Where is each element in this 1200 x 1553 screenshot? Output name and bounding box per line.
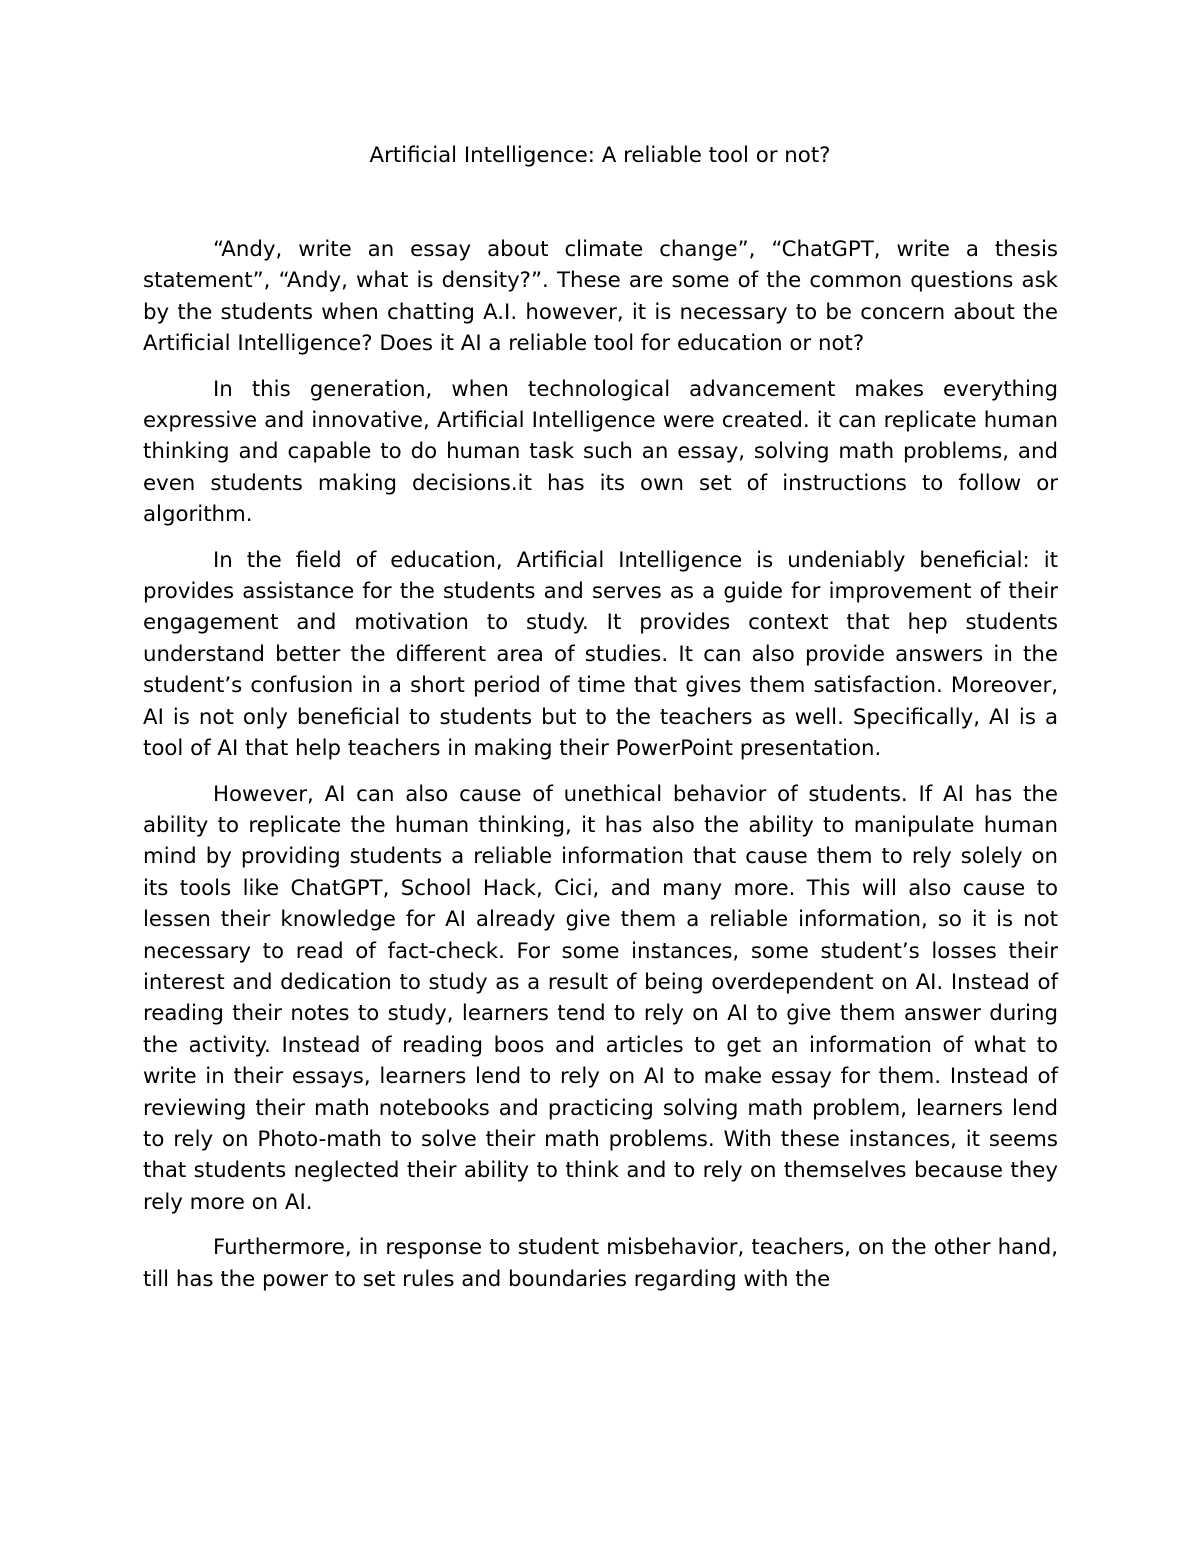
paragraph-intro: “Andy, write an essay about climate change”, “ChatGPT, write a thesis statement”, “Andy, what is density?”. These are some of the common questions ask by the students when chatting A.I. however, it is necessary to be concern about the Artificial Intelligence? Does it AI a reliable tool for education or not?	[143, 237, 1058, 357]
paragraph-education-benefits: In the field of education, Artificial Intelligence is undeniably beneficial: it provides assistance for the students and serves as a guide for improvement of their engagement and motivation to study. It provides context that hep students understand better the different area of studies. It can also provide answers in the student’s confusion in a short period of time that gives them satisfaction. Moreover, AI is not only beneficial to students but to the teachers as well. Specifically, AI is a tool of AI that help teachers in making their PowerPoint presentation.	[143, 547, 1058, 762]
paragraph-furthermore: Furthermore, in response to student misbehavior, teachers, on the other hand, till has the power to set rules and boundaries regarding with the	[143, 1235, 1058, 1292]
paragraph-generation: In this generation, when technological advancement makes everything expressive and innovative, Artificial Intelligence were created. it can replicate human thinking and capable to do human task such an essay, solving math problems, and even students making decisions.it has its own set of instructions to follow or algorithm.	[143, 376, 1058, 528]
document-title: Artificial Intelligence: A reliable tool or not?	[369, 143, 831, 168]
document-body	[143, 234, 1058, 1309]
paragraph-unethical-behavior: However, AI can also cause of unethical behavior of students. If AI has the ability to replicate the human thinking, it has also the ability to manipulate human mind by providing students a reliable information that cause them to rely solely on its tools like ChatGPT, School Hack, Cici, and many more. This will also cause to lessen their knowledge for AI already give them a reliable information, so it is not necessary to read of fact-check. For some instances, some student’s losses their interest and dedication to study as a result of being overdependent on AI. Instead of reading their notes to study, learners tend to rely on AI to give them answer during the activity. Instead of reading boos and articles to get an information of what to write in their essays, learners lend to rely on AI to make essay for them. Instead of reviewing their math notebooks and practicing solving math problem, learners lend to rely on Photo-math to solve their math problems. With these instances, it seems that students neglected their ability to think and to rely on themselves because they rely more on AI.	[143, 781, 1058, 1215]
